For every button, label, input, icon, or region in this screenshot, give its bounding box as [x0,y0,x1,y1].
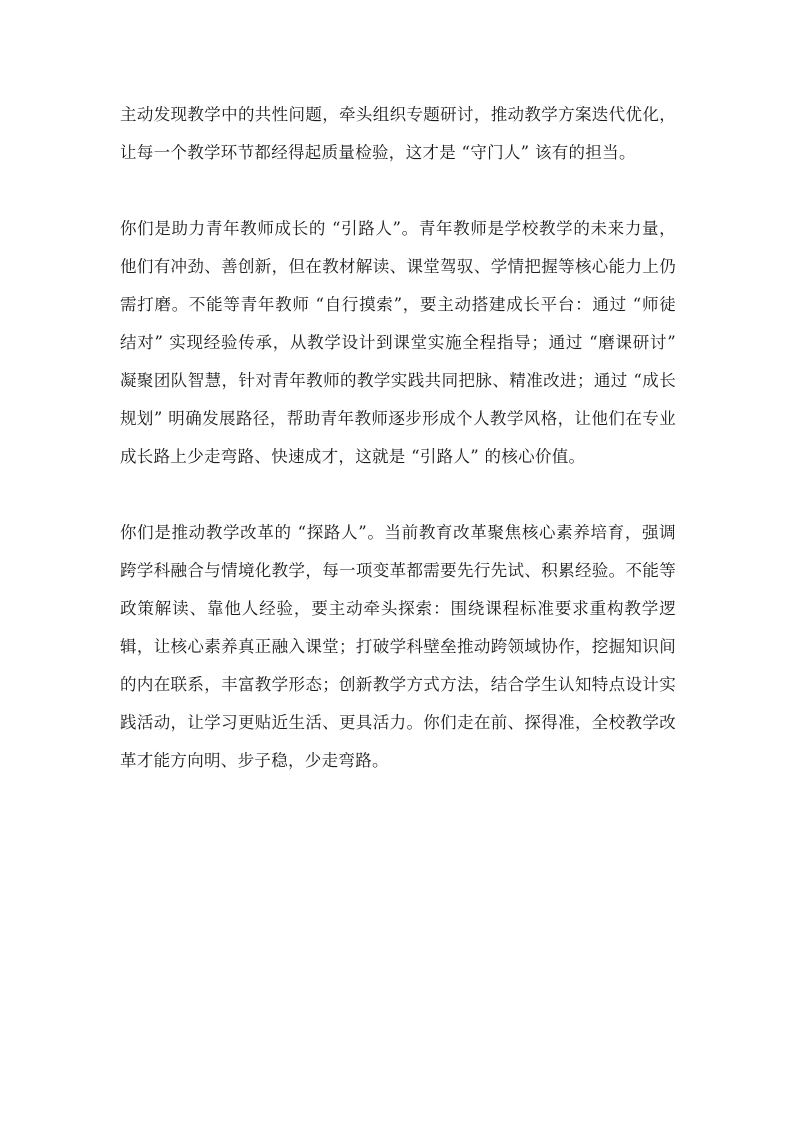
document-body [120,96,676,780]
paragraph-gatekeeper: 主动发现教学中的共性问题，牵头组织专题研讨，推动教学方案迭代优化，让每一个教学环节都经得起质量检验，这才是 “守门人” 该有的担当。 [120,105,676,162]
paragraph-pathfinder: 你们是推动教学改革的 “探路人”。当前教育改革聚焦核心素养培育，强调跨学科融合与情境化教学，每一项变革都需要先行先试、积累经验。不能等政策解读、靠他人经验，要主动牵头探索：围绕课程标准要求重构教学逻辑，让核心素养真正融入课堂；打破学科壁垒推动跨领域协作，挖掘知识间的内在联系，丰富教学形态；创新教学方式方法，结合学生认知特点设计实践活动，让学习更贴近生活、更具活力。你们走在前、探得准，全校教学改革才能方向明、步子稳，少走弯路。 [120,523,676,770]
paragraph-guide: 你们是助力青年教师成长的 “引路人”。青年教师是学校教学的未来力量，他们有冲劲、善创新，但在教材解读、课堂驾驭、学情把握等核心能力上仍需打磨。不能等青年教师 “自行摸索”，要主动搭建成长平台：通过 “师徒结对” 实现经验传承，从教学设计到课堂实施全程指导；通过 “磨课研讨” 凝聚团队智慧，针对青年教师的教学实践共同把脉、精准改进；通过 “成长规划” 明确发展路径，帮助青年教师逐步形成个人教学风格，让他们在专业成长路上少走弯路、快速成才，这就是 “引路人” 的核心价值。 [120,219,676,466]
